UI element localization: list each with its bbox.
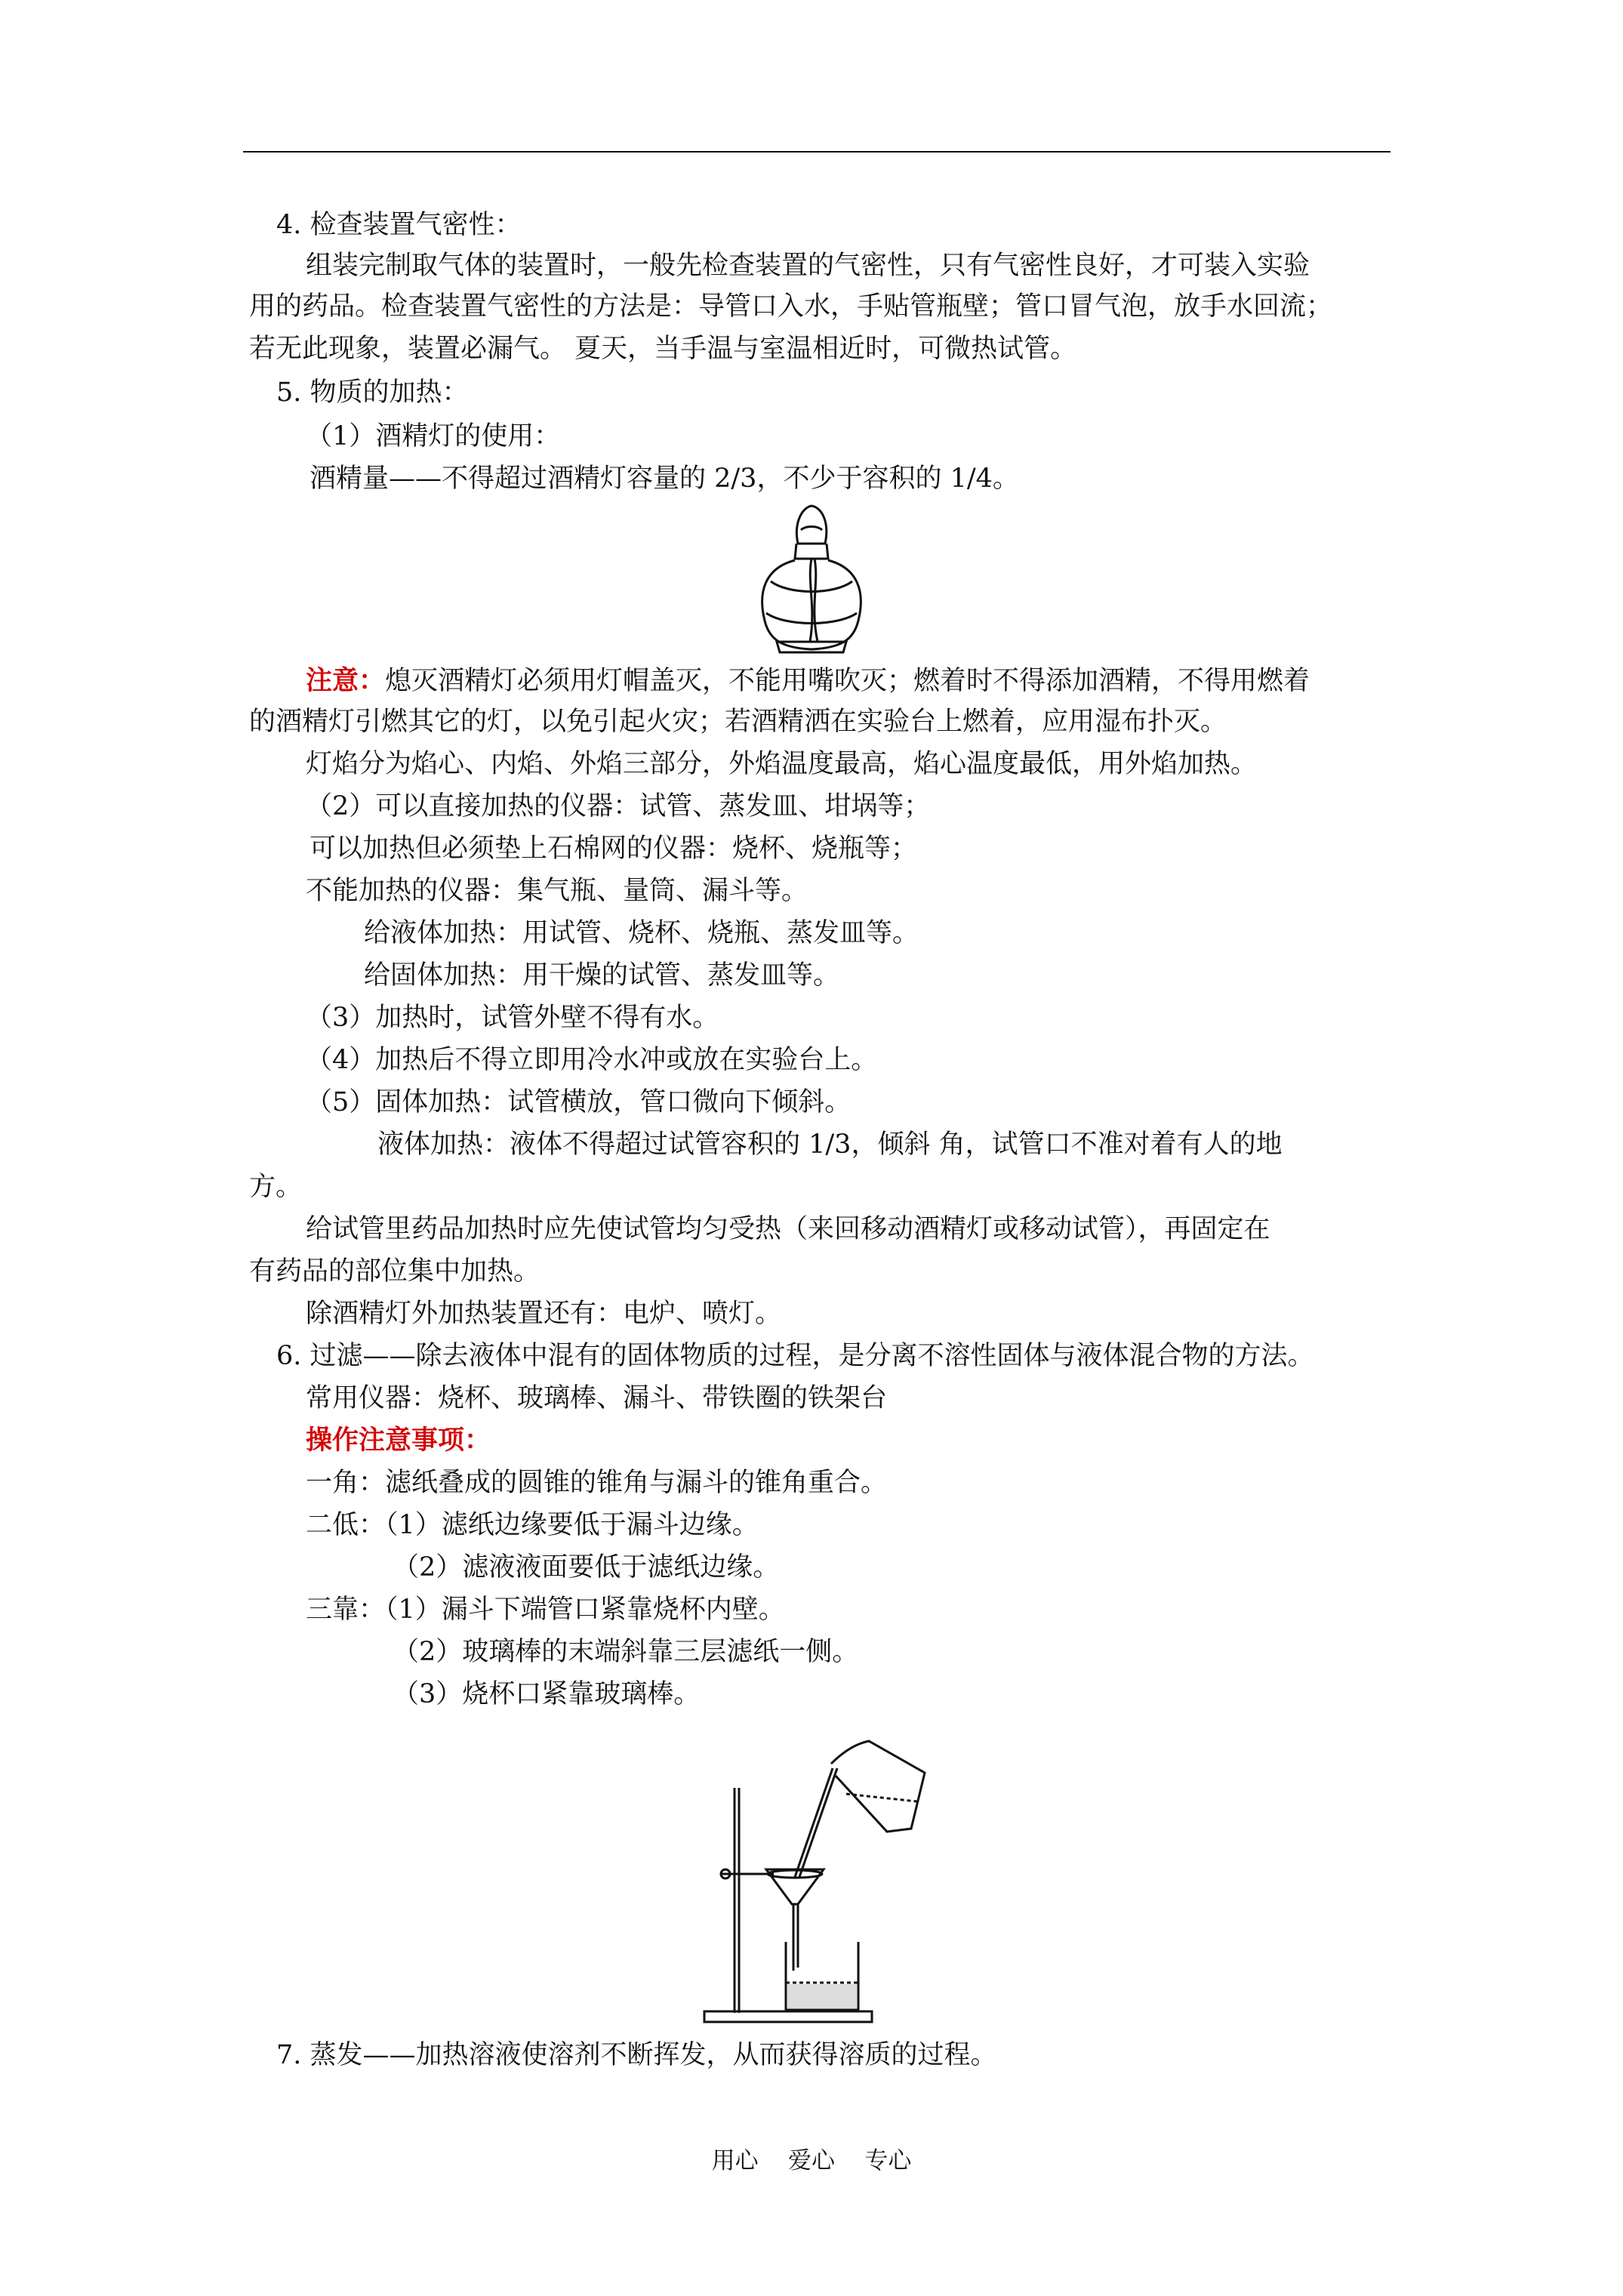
direct-heating: （2）可以直接加热的仪器：试管、蒸发皿、坩埚等；: [306, 791, 931, 821]
note-label: 注意：: [306, 665, 386, 696]
sec4-para-3: 若无此现象，装置必漏气。 夏天，当手温与室温相近时，可微热试管。: [249, 334, 1077, 364]
three-lean-1: （1）漏斗下端管口紧靠烧杯内壁。: [385, 1595, 785, 1625]
sec7-title: 7. 蒸发——加热溶液使溶剂不断挥发，从而获得溶质的过程。: [276, 2040, 997, 2070]
non-heatable: 不能加热的仪器：集气瓶、量筒、漏斗等。: [306, 876, 808, 906]
flame-parts: 灯焰分为焰心、内焰、外焰三部分，外焰温度最高，焰心温度最低，用外焰加热。: [306, 749, 1258, 779]
uniform-heating: 给试管里药品加热时应先使试管均匀受热（来回移动酒精灯或移动试管），再固定在: [306, 1214, 1270, 1244]
note-text-2: 的酒精灯引燃其它的灯，以免引起火灾；若酒精洒在实验台上燃着，应用湿布扑灭。: [249, 707, 1227, 737]
uniform-heating-2: 有药品的部位集中加热。: [249, 1256, 540, 1287]
two-low-2: （2）滤液液面要低于滤纸边缘。: [393, 1552, 780, 1583]
lamp-amount: 酒精量——不得超过酒精灯容量的 2/3，不少于容积的 1/4。: [310, 464, 1019, 494]
sec6-title: 6. 过滤——除去液体中混有的固体物质的过程，是分离不溶性固体与液体混合物的方法。: [276, 1341, 1314, 1371]
other-heaters: 除酒精灯外加热装置还有：电炉、喷灯。: [306, 1299, 782, 1329]
heat-rule-4: （4）加热后不得立即用冷水冲或放在实验台上。: [306, 1045, 878, 1075]
filtration-apparatus-figure: [698, 1729, 947, 2031]
three-lean-2: （2）玻璃棒的末端斜靠三层滤纸一侧。: [393, 1637, 859, 1667]
filter-instruments: 常用仪器：烧杯、玻璃棒、漏斗、带铁圈的铁架台: [306, 1383, 888, 1413]
lamp-use-title: （1）酒精灯的使用：: [306, 421, 561, 451]
three-lean-3: （3）烧杯口紧靠玻璃棒。: [393, 1679, 701, 1709]
sec5-title: 5. 物质的加热：: [276, 378, 469, 408]
heat-rule-3: （3）加热时，试管外壁不得有水。: [306, 1003, 719, 1033]
note-paragraph: [306, 664, 1310, 701]
filter-two-low: [306, 1509, 759, 1545]
filter-caution-heading: 操作注意事项：: [306, 1425, 491, 1456]
gauze-heating: 可以加热但必须垫上石棉网的仪器：烧杯、烧瓶等；: [310, 834, 918, 864]
liquid-heat-rule: 液体加热：液体不得超过试管容积的 1/3，倾斜 角，试管口不准对着有人的地: [377, 1130, 1283, 1160]
alcohol-lamp-figure: [751, 500, 872, 658]
sec4-title: 4. 检查装置气密性：: [276, 210, 522, 240]
sec4-para-1: 组装完制取气体的装置时，一般先检查装置的气密性，只有气密性良好，才可装入实验: [306, 251, 1310, 281]
heat-rule-5: （5）固体加热：试管横放，管口微向下倾斜。: [306, 1087, 852, 1117]
two-low-1: （1）滤纸边缘要低于漏斗边缘。: [385, 1510, 759, 1540]
page-footer: 用心 爱心 专心: [711, 2147, 912, 2174]
note-text: 熄灭酒精灯必须用灯帽盖灭，不能用嘴吹灭；燃着时不得添加酒精，不得用燃着: [385, 666, 1310, 696]
solid-heating-tools: 给固体加热：用干燥的试管、蒸发皿等。: [364, 960, 840, 991]
filter-one-angle: 一角：滤纸叠成的圆锥的锥角与漏斗的锥角重合。: [306, 1468, 888, 1498]
three-lean-label: 三靠：: [306, 1595, 386, 1625]
filter-three-lean: [306, 1593, 785, 1629]
header-rule: [243, 151, 1390, 153]
liquid-heating-tools: 给液体加热：用试管、烧杯、烧瓶、蒸发皿等。: [364, 918, 919, 948]
two-low-label: 二低：: [306, 1510, 386, 1540]
liquid-heat-rule-2: 方。: [249, 1172, 303, 1202]
sec4-para-2: 用的药品。检查装置气密性的方法是：导管口入水，手贴管瓶壁；管口冒气泡，放手水回流；: [249, 291, 1333, 322]
